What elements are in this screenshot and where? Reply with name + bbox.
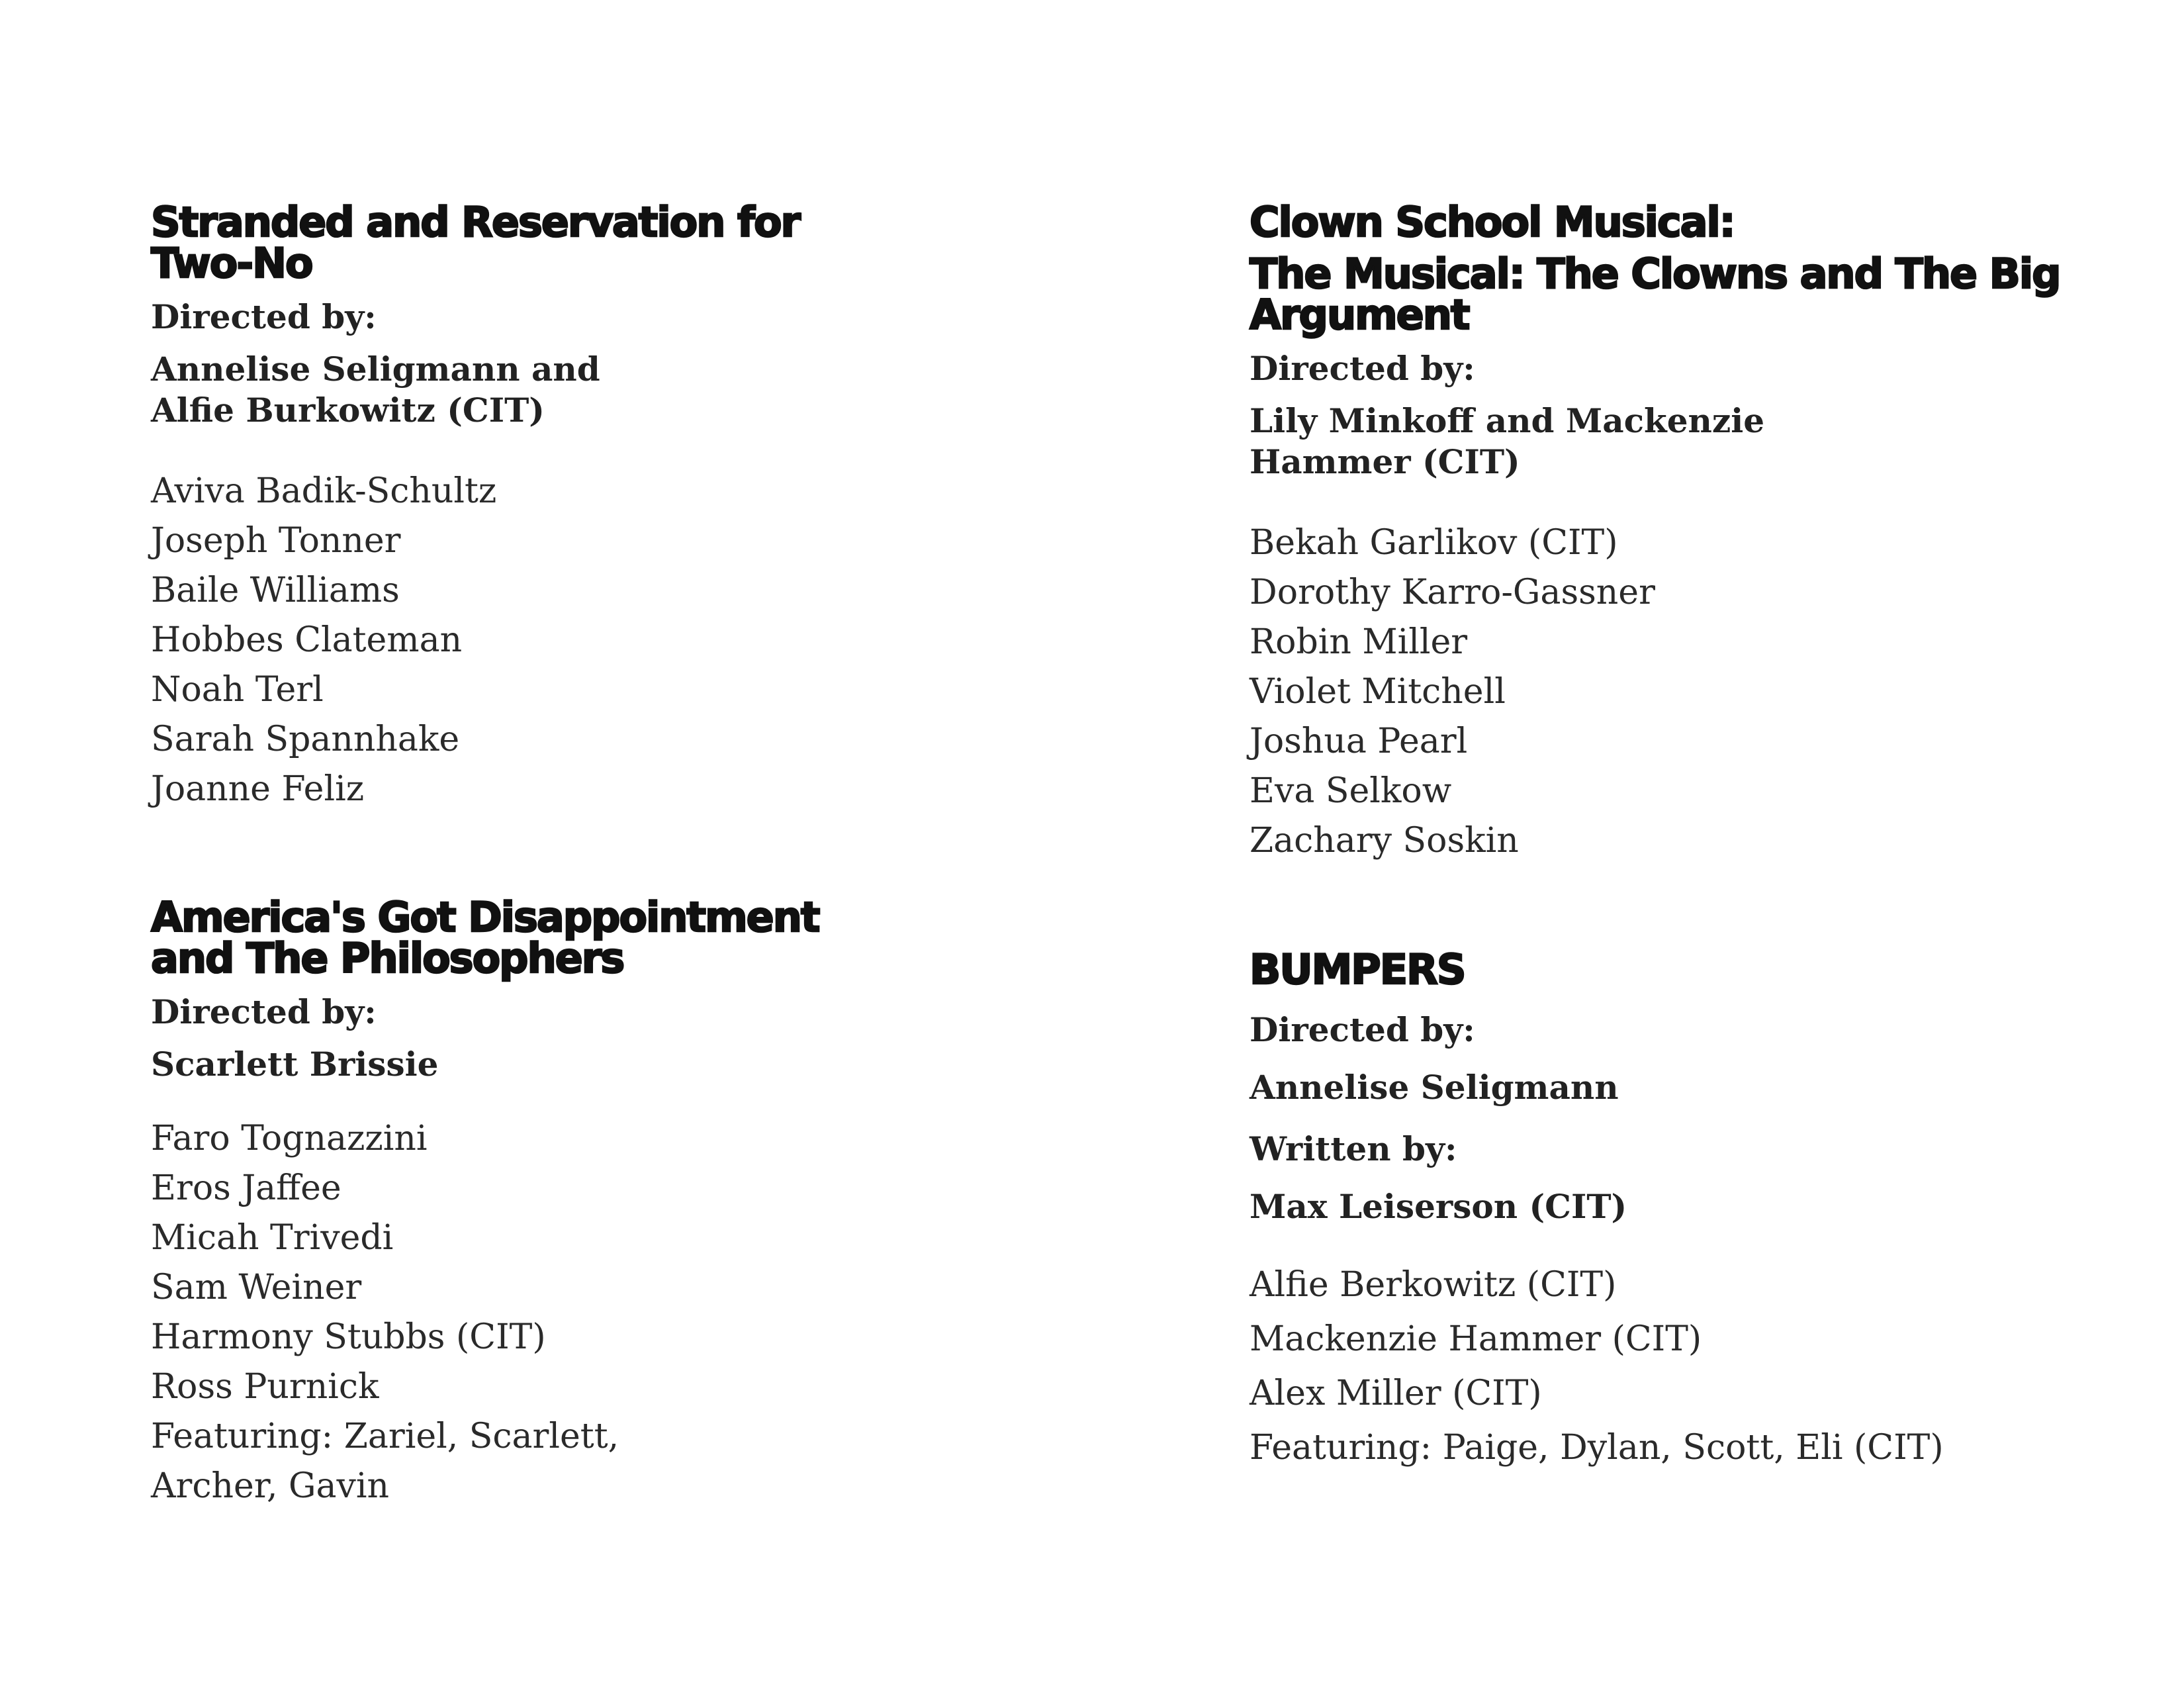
cast-member: Eros Jaffee bbox=[151, 1168, 341, 1208]
cast-member: Hobbes Clateman bbox=[151, 620, 463, 660]
cast-member: Micah Trivedi bbox=[151, 1218, 394, 1258]
cast-member: Zachary Soskin bbox=[1250, 821, 1519, 861]
cast-member: Alfie Berkowitz (CIT) bbox=[1250, 1265, 1617, 1305]
directors: Scarlett Brissie bbox=[151, 1045, 439, 1084]
show-title: Stranded and Reservation for Two-No bbox=[151, 198, 800, 287]
cast-member: Harmony Stubbs (CIT) bbox=[151, 1317, 546, 1357]
cast-member: Dorothy Karro-Gassner bbox=[1250, 573, 1655, 612]
cast-member: Aviva Badik-Schultz bbox=[151, 471, 497, 511]
cast-list bbox=[151, 467, 1011, 814]
cast-member: Eva Selkow bbox=[1250, 771, 1452, 811]
cast-list bbox=[151, 1114, 1011, 1511]
show-section-stranded bbox=[151, 198, 1011, 814]
show-title: America's Got Disappointment and The Philosophers bbox=[151, 893, 819, 982]
directed-by-label: Directed by: bbox=[151, 992, 377, 1031]
show-section-americas-got-disappointment bbox=[151, 893, 1011, 1511]
directed-by-label: Directed by: bbox=[1250, 349, 1475, 388]
cast-member: Bekah Garlikov (CIT) bbox=[1250, 523, 1618, 563]
cast-member: Joseph Tonner bbox=[151, 521, 401, 561]
directors: Lily Minkoff and Mackenzie Hammer (CIT) bbox=[1250, 401, 1765, 481]
cast-member: Joanne Feliz bbox=[151, 769, 365, 809]
cast-member: Sarah Spannhake bbox=[151, 720, 460, 759]
cast-member: Featuring: Zariel, Scarlett, Archer, Gavin bbox=[151, 1417, 619, 1506]
cast-member: Mackenzie Hammer (CIT) bbox=[1250, 1319, 1702, 1359]
cast-member: Faro Tognazzini bbox=[151, 1119, 428, 1158]
directed-by-label: Directed by: bbox=[1250, 1010, 1475, 1049]
show-section-clown-school-musical bbox=[1250, 198, 2110, 866]
writers: Max Leiserson (CIT) bbox=[1250, 1187, 1627, 1226]
cast-member: Ross Purnick bbox=[151, 1367, 379, 1407]
cast-member: Joshua Pearl bbox=[1250, 722, 1468, 761]
directors: Annelise Seligmann bbox=[1250, 1068, 1619, 1107]
cast-member: Alex Miller (CIT) bbox=[1250, 1374, 1542, 1413]
cast-member: Baile Williams bbox=[151, 571, 400, 610]
cast-member: Violet Mitchell bbox=[1250, 672, 1506, 712]
cast-member: Featuring: Paige, Dylan, Scott, Eli (CIT) bbox=[1250, 1428, 1944, 1468]
cast-member: Noah Terl bbox=[151, 670, 324, 710]
cast-list bbox=[1250, 1258, 2110, 1475]
show-section-bumpers bbox=[1250, 945, 2110, 1475]
cast-member: Sam Weiner bbox=[151, 1268, 362, 1307]
show-title-line-2: The Musical: The Clowns and The Big Argument bbox=[1250, 250, 2060, 339]
show-title: BUMPERS bbox=[1250, 945, 1465, 994]
cast-list bbox=[1250, 518, 2110, 866]
written-by-label: Written by: bbox=[1250, 1129, 1457, 1168]
show-title-line-1: Clown School Musical: bbox=[1250, 198, 1735, 246]
cast-member: Robin Miller bbox=[1250, 622, 1468, 662]
directed-by-label: Directed by: bbox=[151, 297, 377, 336]
directors: Annelise Seligmann and Alfie Burkowitz (CIT) bbox=[151, 350, 600, 430]
